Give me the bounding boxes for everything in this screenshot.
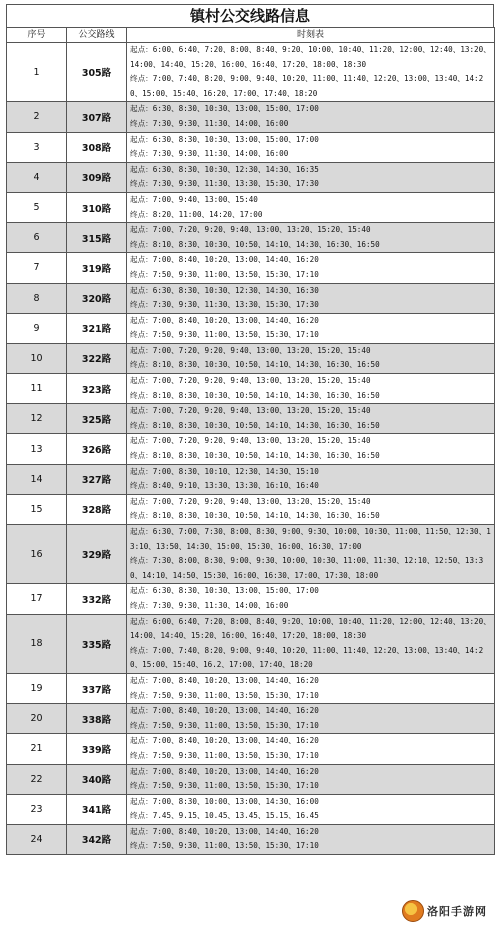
departure-times: 起点：7:00、7:20、9:20、9:40、13:00、13:20、15:20、15:40 [130,406,371,416]
schedule-cell [127,343,495,373]
departure-times: 起点：7:00、8:40、10:20、13:00、14:40、16:20 [130,736,319,746]
departure-times: 起点：6:00、6:40、7:20、8:00、8:40、9:20、10:00、10:40、11:20、12:00、12:40、13:20、14:00、14:40、15:20、16:00、16:40、17:20、18:00、18:30 [130,616,491,641]
departure-times: 起点：6:30、8:30、10:30、13:00、15:00、17:00 [130,134,319,144]
table-row [7,464,495,494]
arrival-times: 终点：7:00、7:40、8:20、9:00、9:40、10:20、11:00、11:40、12:20、13:00、13:40、14:20、15:00、15:40、16:20、17:00、17:40、18:20 [130,74,484,98]
arrival-times: 终点：8:40、9:10、13:30、13:30、16:10、16:40 [130,481,319,491]
row-number: 16 [7,525,67,584]
arrival-times: 终点：7:30、9:30、11:30、14:00、16:00 [130,149,289,159]
route-name: 322路 [67,343,127,373]
arrival-times: 终点：8:10、8:30、10:30、10:50、14:10、14:30、16:30、16:50 [130,360,380,370]
route-name: 342路 [67,824,127,854]
table-row [7,374,495,404]
arrival-times: 终点：7:50、9:30、11:00、13:50、15:30、17:10 [130,330,319,340]
route-name: 309路 [67,162,127,192]
departure-times: 起点：7:00、8:40、10:20、13:00、14:40、16:20 [130,766,319,776]
departure-times: 起点：7:00、8:40、10:20、13:00、14:40、16:20 [130,315,319,325]
arrival-times: 终点：7.45、9.15、10.45、13.45、15.15、16.45 [130,811,319,821]
schedule-cell [127,434,495,464]
route-name: 326路 [67,434,127,464]
route-name: 335路 [67,614,127,673]
row-number: 19 [7,673,67,703]
schedule-table [6,27,495,855]
table-row [7,102,495,132]
arrival-times: 终点：8:10、8:30、10:30、10:50、14:10、14:30、16:30、16:50 [130,239,380,249]
departure-times: 起点：6:30、8:30、10:30、13:00、15:00、17:00 [130,586,319,596]
schedule-cell [127,162,495,192]
header-no: 序号 [7,28,67,43]
departure-times: 起点：7:00、8:30、10:00、13:00、14:30、16:00 [130,796,319,806]
schedule-cell [127,253,495,283]
row-number: 9 [7,313,67,343]
route-name: 320路 [67,283,127,313]
schedule-cell [127,494,495,524]
arrival-times: 终点：7:30、9:30、11:30、14:00、16:00 [130,118,289,128]
departure-times: 起点：6:30、7:00、7:30、8:00、8:30、9:00、9:30、10:00、10:30、11:00、11:50、12:30、13:10、13:50、14:30、15:00、15:30、16:00、16:30、17:00 [130,527,491,551]
arrival-times: 终点：7:00、7:40、8:20、9:00、9:40、10:20、11:00、11:40、12:20、13:00、13:40、14:20、15:00、15:40、16.2、17:00、17:40、18:20 [130,645,484,670]
route-name: 315路 [67,223,127,253]
row-number: 11 [7,374,67,404]
departure-times: 起点：6:30、8:30、10:30、12:30、14:30、16:30 [130,285,319,295]
arrival-times: 终点：7:30、9:30、11:30、13:30、15:30、17:30 [130,300,319,310]
site-logo-icon [402,900,424,922]
row-number: 14 [7,464,67,494]
arrival-times: 终点：8:10、8:30、10:30、10:50、14:10、14:30、16:30、16:50 [130,390,380,400]
departure-times: 起点：7:00、7:20、9:20、9:40、13:00、13:20、15:20、15:40 [130,436,371,446]
row-number: 2 [7,102,67,132]
departure-times: 起点：6:30、8:30、10:30、12:30、14:30、16:35 [130,164,319,174]
table-row [7,404,495,434]
row-number: 8 [7,283,67,313]
row-number: 10 [7,343,67,373]
departure-times: 起点：7:00、9:40、13:00、15:40 [130,194,258,204]
table-row [7,343,495,373]
table-row [7,734,495,764]
arrival-times: 终点：7:50、9:30、11:00、13:50、15:30、17:10 [130,750,319,760]
bus-schedule-sheet [6,4,494,855]
route-name: 338路 [67,704,127,734]
route-name: 325路 [67,404,127,434]
arrival-times: 终点：8:10、8:30、10:30、10:50、14:10、14:30、16:30、16:50 [130,511,380,521]
schedule-cell [127,673,495,703]
row-number: 4 [7,162,67,192]
table-row [7,283,495,313]
departure-times: 起点：7:00、8:40、10:20、13:00、14:40、16:20 [130,826,319,836]
departure-times: 起点：7:00、8:40、10:20、13:00、14:40、16:20 [130,706,319,716]
table-row [7,584,495,614]
table-row [7,162,495,192]
route-name: 321路 [67,313,127,343]
arrival-times: 终点：8:10、8:30、10:30、10:50、14:10、14:30、16:30、16:50 [130,451,380,461]
arrival-times: 终点：7:50、9:30、11:00、13:50、15:30、17:10 [130,781,319,791]
table-row [7,192,495,222]
route-name: 307路 [67,102,127,132]
row-number: 17 [7,584,67,614]
route-name: 337路 [67,673,127,703]
departure-times: 起点：7:00、7:20、9:20、9:40、13:00、13:20、15:20、15:40 [130,225,371,235]
route-name: 329路 [67,525,127,584]
watermark [402,900,494,922]
row-number: 24 [7,824,67,854]
route-name: 328路 [67,494,127,524]
departure-times: 起点：7:00、8:40、10:20、13:00、14:40、16:20 [130,675,319,685]
arrival-times: 终点：7:50、9:30、11:00、13:50、15:30、17:10 [130,841,319,851]
row-number: 1 [7,43,67,102]
table-row [7,313,495,343]
row-number: 12 [7,404,67,434]
arrival-times: 终点：8:20、11:00、14:20、17:00 [130,209,263,219]
header-schedule: 时刻表 [127,28,495,43]
table-row [7,673,495,703]
row-number: 18 [7,614,67,673]
schedule-cell [127,374,495,404]
table-row [7,794,495,824]
table-header-row [7,28,495,43]
route-name: 341路 [67,794,127,824]
arrival-times: 终点：7:50、9:30、11:00、13:50、15:30、17:10 [130,269,319,279]
route-name: 319路 [67,253,127,283]
schedule-cell [127,824,495,854]
schedule-cell [127,223,495,253]
schedule-cell [127,313,495,343]
route-name: 310路 [67,192,127,222]
schedule-cell [127,102,495,132]
schedule-cell [127,283,495,313]
route-name: 305路 [67,43,127,102]
departure-times: 起点：6:00、6:40、7:20、8:00、8:40、9:20、10:00、10:40、11:20、12:00、12:40、13:20、14:00、14:40、15:20、16:00、16:40、17:20、18:00、18:30 [130,45,491,69]
departure-times: 起点：7:00、7:20、9:20、9:40、13:00、13:20、15:20、15:40 [130,376,371,386]
route-name: 327路 [67,464,127,494]
arrival-times: 终点：7:30、8:00、8:30、9:00、9:30、10:00、10:30、11:00、11:30、12:10、12:50、13:30、14:10、14:50、15:30、16:00、16:30、17:00、17:30、18:00 [130,556,484,580]
departure-times: 起点：6:30、8:30、10:30、13:00、15:00、17:00 [130,104,319,114]
table-row [7,494,495,524]
row-number: 13 [7,434,67,464]
table-row [7,43,495,102]
schedule-cell [127,584,495,614]
table-row [7,434,495,464]
schedule-cell [127,764,495,794]
schedule-cell [127,794,495,824]
route-name: 308路 [67,132,127,162]
table-row [7,253,495,283]
arrival-times: 终点：7:30、9:30、11:30、14:00、16:00 [130,600,289,610]
table-row [7,223,495,253]
route-name: 323路 [67,374,127,404]
row-number: 22 [7,764,67,794]
arrival-times: 终点：7:30、9:30、11:30、13:30、15:30、17:30 [130,179,319,189]
arrival-times: 终点：7:50、9:30、11:00、13:50、15:30、17:10 [130,720,319,730]
route-name: 332路 [67,584,127,614]
table-row [7,614,495,673]
watermark-text: 洛阳手游网 [427,905,487,918]
departure-times: 起点：7:00、8:30、10:10、12:30、14:30、15:10 [130,466,319,476]
row-number: 6 [7,223,67,253]
schedule-cell [127,704,495,734]
schedule-cell [127,404,495,434]
header-route: 公交路线 [67,28,127,43]
table-row [7,525,495,584]
table-row [7,824,495,854]
table-row [7,764,495,794]
schedule-cell [127,734,495,764]
row-number: 20 [7,704,67,734]
schedule-cell [127,614,495,673]
page-title: 镇村公交线路信息 [6,4,494,27]
departure-times: 起点：7:00、7:20、9:20、9:40、13:00、13:20、15:20、15:40 [130,345,371,355]
schedule-cell [127,43,495,102]
row-number: 23 [7,794,67,824]
arrival-times: 终点：7:50、9:30、11:00、13:50、15:30、17:10 [130,690,319,700]
row-number: 7 [7,253,67,283]
schedule-cell [127,192,495,222]
arrival-times: 终点：8:10、8:30、10:30、10:50、14:10、14:30、16:30、16:50 [130,420,380,430]
route-name: 339路 [67,734,127,764]
row-number: 21 [7,734,67,764]
schedule-cell [127,132,495,162]
row-number: 3 [7,132,67,162]
departure-times: 起点：7:00、7:20、9:20、9:40、13:00、13:20、15:20、15:40 [130,496,371,506]
route-name: 340路 [67,764,127,794]
schedule-cell [127,464,495,494]
schedule-cell [127,525,495,584]
table-row [7,704,495,734]
table-row [7,132,495,162]
row-number: 5 [7,192,67,222]
row-number: 15 [7,494,67,524]
departure-times: 起点：7:00、8:40、10:20、13:00、14:40、16:20 [130,255,319,265]
